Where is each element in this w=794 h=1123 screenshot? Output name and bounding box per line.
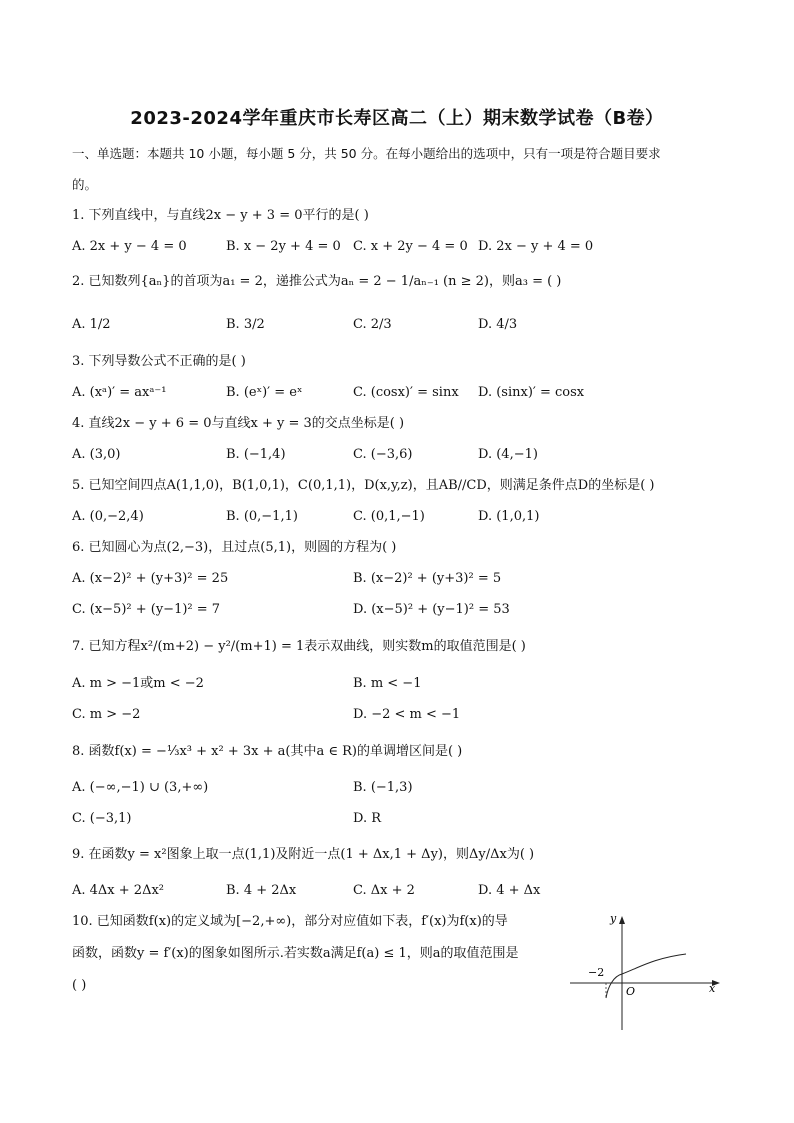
question-6-option-a: A. (x−2)² + (y+3)² = 25: [72, 571, 229, 586]
question-6-option-d: D. (x−5)² + (y−1)² = 53: [353, 602, 510, 617]
question-1-option-b: B. x − 2y + 4 = 0: [226, 239, 341, 254]
x-label: x: [709, 982, 716, 995]
question-4-stem: 4. 直线2x − y + 6 = 0与直线x + y = 3的交点坐标是( ): [72, 416, 405, 431]
question-7-option-a: A. m > −1或m < −2: [72, 676, 204, 691]
question-2-option-d: D. 4/3: [478, 317, 518, 332]
question-10-stem-line1: 10. 已知函数f(x)的定义域为[−2,+∞)，部分对应值如下表，f′(x)为f(x)的导: [72, 914, 508, 929]
question-9-option-a: A. 4Δx + 2Δx²: [72, 883, 165, 898]
derivative-graph: [566, 910, 726, 1035]
question-3-option-d: D. (sinx)′ = cosx: [478, 385, 585, 400]
question-9-stem: 9. 在函数y = x²图象上取一点(1,1)及附近一点(1 + Δx,1 + Δy)，则Δy/Δx为( ): [72, 847, 535, 862]
question-3-option-c: C. (cosx)′ = sinx: [353, 385, 459, 400]
question-2-option-a: A. 1/2: [72, 317, 111, 332]
question-3-option-b: B. (eˣ)′ = eˣ: [226, 385, 303, 400]
question-7-stem: 7. 已知方程x²/(m+2) − y²/(m+1) = 1表示双曲线，则实数m的取值范围是( ): [72, 639, 526, 654]
question-8-option-a: A. (−∞,−1) ∪ (3,+∞): [72, 780, 209, 795]
question-5-option-c: C. (0,1,−1): [353, 509, 425, 524]
section-heading-line2: 的。: [72, 177, 98, 192]
question-9-option-d: D. 4 + Δx: [478, 883, 541, 898]
question-5-option-a: A. (0,−2,4): [72, 509, 144, 524]
page-title: 2023-2024学年重庆市长寿区高二（上）期末数学试卷（B卷）: [130, 108, 664, 129]
question-7-option-b: B. m < −1: [353, 676, 422, 691]
question-5-stem: 5. 已知空间四点A(1,1,0)，B(1,0,1)，C(0,1,1)，D(x,y,z)，且AB//CD，则满足条件点D的坐标是( ): [72, 478, 655, 493]
section-heading-line1: 一、单选题：本题共 10 小题，每小题 5 分，共 50 分。在每小题给出的选项中，只有一项是符合题目要求: [72, 146, 661, 161]
question-3-stem: 3. 下列导数公式不正确的是( ): [72, 354, 246, 369]
y-label: y: [610, 912, 617, 925]
question-8-option-d: D. R: [353, 811, 382, 826]
question-1-option-c: C. x + 2y − 4 = 0: [353, 239, 468, 254]
question-6-stem: 6. 已知圆心为点(2,−3)，且过点(5,1)，则圆的方程为( ): [72, 540, 397, 555]
question-2-option-b: B. 3/2: [226, 317, 265, 332]
y-axis-arrow-icon: [619, 916, 625, 924]
question-7-option-d: D. −2 < m < −1: [353, 707, 461, 722]
question-9-option-b: B. 4 + 2Δx: [226, 883, 297, 898]
question-2-stem: 2. 已知数列{aₙ}的首项为a₁ = 2，递推公式为aₙ = 2 − 1/aₙ₋₁ (n ≥ 2)，则a₃ = ( ): [72, 274, 562, 289]
question-10-stem-line3: ( ): [72, 978, 87, 993]
question-8-option-c: C. (−3,1): [72, 811, 132, 826]
question-1-option-a: A. 2x + y − 4 = 0: [72, 239, 187, 254]
question-4-option-a: A. (3,0): [72, 447, 121, 462]
question-4-option-d: D. (4,−1): [478, 447, 538, 462]
origin-label: O: [626, 985, 636, 998]
question-10-stem-line2: 函数，函数y = f′(x)的图象如图所示.若实数a满足f(a) ≤ 1，则a的取值范围是: [72, 946, 519, 961]
question-4-option-c: C. (−3,6): [353, 447, 413, 462]
question-6-option-b: B. (x−2)² + (y+3)² = 5: [353, 571, 502, 586]
question-4-option-b: B. (−1,4): [226, 447, 286, 462]
question-7-option-c: C. m > −2: [72, 707, 141, 722]
derivative-curve: [606, 954, 686, 998]
question-3-option-a: A. (xᵃ)′ = axᵃ⁻¹: [72, 385, 167, 400]
question-8-option-b: B. (−1,3): [353, 780, 413, 795]
question-9-option-c: C. Δx + 2: [353, 883, 415, 898]
tick-label-minus-2: −2: [588, 966, 605, 979]
question-6-option-c: C. (x−5)² + (y−1)² = 7: [72, 602, 221, 617]
question-2-option-c: C. 2/3: [353, 317, 392, 332]
question-1-stem: 1. 下列直线中，与直线2x − y + 3 = 0平行的是( ): [72, 208, 369, 223]
question-5-option-b: B. (0,−1,1): [226, 509, 298, 524]
question-8-stem: 8. 函数f(x) = −⅓x³ + x² + 3x + a(其中a ∈ R)的单调增区间是( ): [72, 744, 463, 759]
question-5-option-d: D. (1,0,1): [478, 509, 540, 524]
question-1-option-d: D. 2x − y + 4 = 0: [478, 239, 594, 254]
